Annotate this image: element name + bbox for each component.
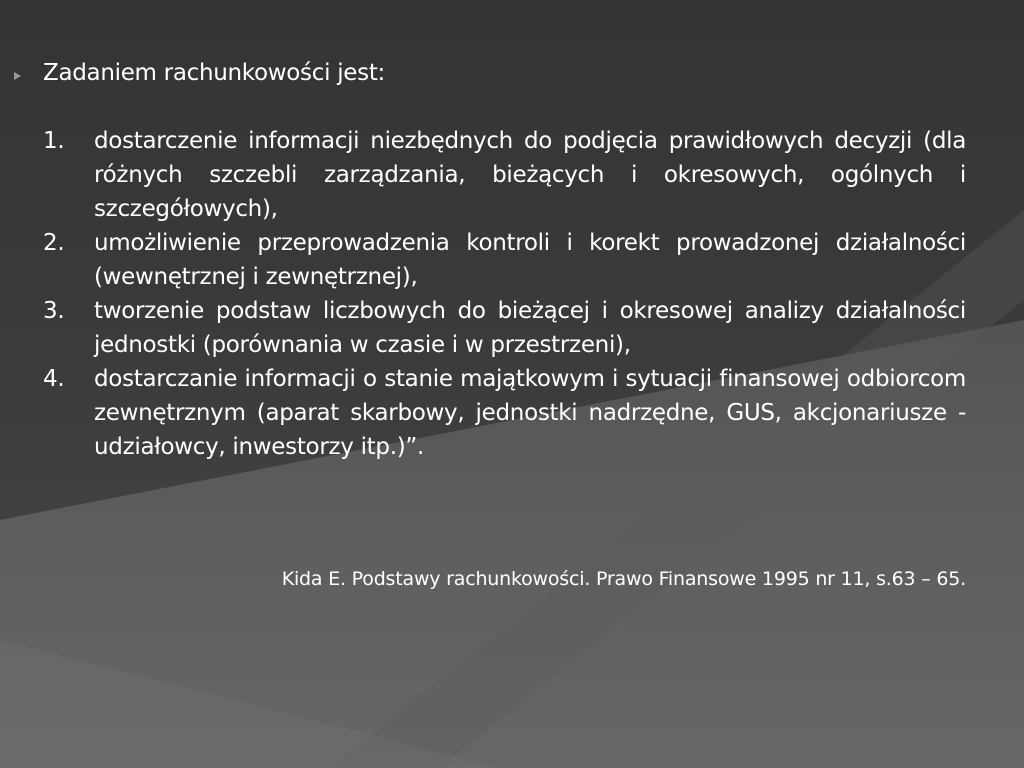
- list-number: 4.: [43, 366, 65, 392]
- slide-arrow-icon: [14, 72, 21, 80]
- list-item: [43, 362, 966, 464]
- list-text: umożliwienie przeprowadzenia kontroli i korekt prowadzonej działalności (wewnętrznej i zewnętrznej),: [94, 230, 966, 290]
- list-item: [43, 294, 966, 362]
- list-number: 2.: [43, 230, 65, 256]
- duties-list: [43, 124, 966, 464]
- list-item: [43, 226, 966, 294]
- slide-content: [43, 56, 966, 464]
- list-text: dostarczanie informacji o stanie majątkowym i sytuacji finansowej odbiorcom zewnętrznym (aparat skarbowy, jednostki nadrzędne, GUS, akcjonariusze - udziałowcy, inwestorzy itp.)”.: [94, 366, 966, 460]
- list-number: 3.: [43, 298, 65, 324]
- list-number: 1.: [43, 128, 65, 154]
- list-text: tworzenie podstaw liczbowych do bieżącej i okresowej analizy działalności jednostki (porównania w czasie i w przestrzeni),: [94, 298, 966, 358]
- intro-text: Zadaniem rachunkowości jest:: [43, 60, 385, 86]
- list-text: dostarczenie informacji niezbędnych do podjęcia prawidłowych decyzji (dla różnych szczebli zarządzania, bieżących i okresowych, ogólnych i szczegółowych),: [94, 128, 966, 222]
- list-item: [43, 124, 966, 226]
- citation: Kida E. Podstawy rachunkowości. Prawo Finansowe 1995 nr 11, s.63 – 65.: [281, 568, 966, 590]
